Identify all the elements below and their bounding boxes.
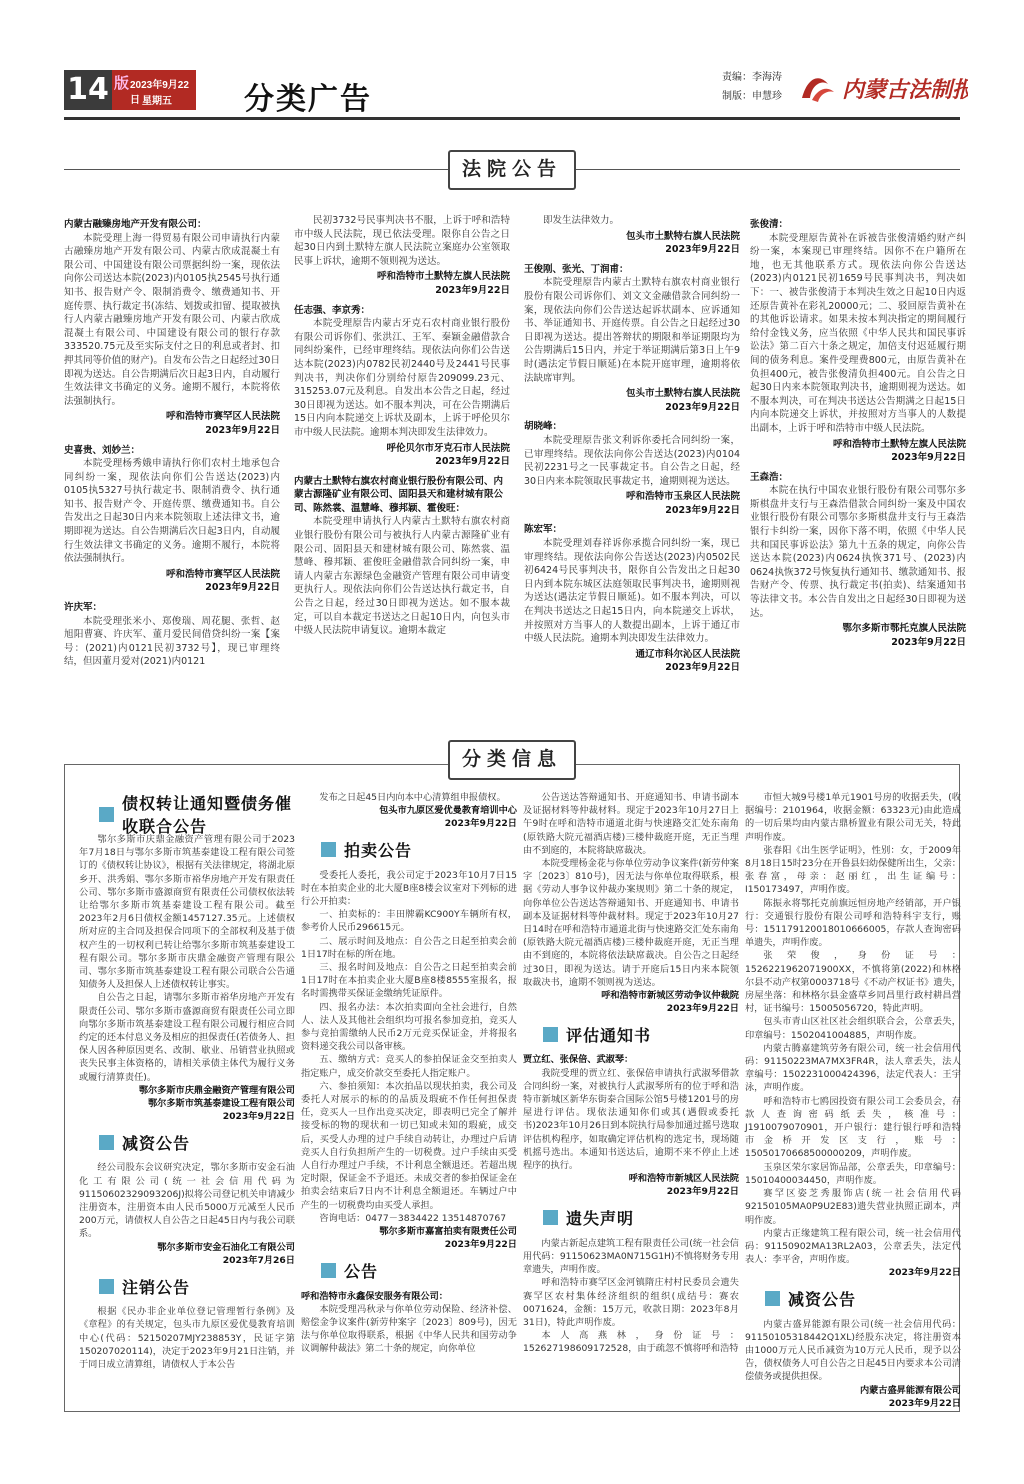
notice-body: 民初3732号民事判决书不服，上诉于呼和浩特市中级人民法院，现已依法受理。限你自公告之日起30日内到土默特左旗人民法院立案庭办公室领取民事上诉状，逾期不领则视为送达。: [294, 215, 510, 267]
section-heading: [543, 1207, 739, 1229]
notice-addressee: 任志强、李京秀：: [294, 304, 371, 316]
notice-date: 2023年9月22日: [665, 244, 740, 256]
notice-signature: 鄂尔多斯市筑基泰建设工程有限公司: [148, 1098, 295, 1110]
notice-signature: 内蒙古盛昇能源有限公司: [859, 1384, 961, 1396]
masthead: [64, 64, 968, 117]
notice-body: 陈振永将鄂托克前旗远恒房地产经销部，开户银行：交通银行股份有限公司呼和浩特科宇支行，账号：151179120018010666005，存款人查询密码单遗失，声明作废。: [745, 897, 961, 949]
notice-body: 赛罕区姿芝秀服饰店(统一社会信用代码92150105MA0P9U2E83)遗失营业执照正副本，声明作废。: [745, 1188, 961, 1226]
court-column-1: [64, 214, 280, 669]
notice-body: 本院受理上海一得贸易有限公司申请执行内蒙古融臻房地产开发有限公司、内蒙古欣成混凝土有限公司、中国建设有限公司票据纠纷一案，现依法向你公司送达本院(2023)内0105执2545号执行通知书、报告财产令、限制消费令、缴费通知书、开庭传票、执行裁定书(冻结、划拨或扣留、提取被执行人内蒙古融臻房地产开发有限公司、内蒙古欣成混凝土有限公司、中国建设有限公司的银行存款333520.75元及至实际支付之日的利息或者封、扣押其同等价值的财产)。自发布公告之日起经过30日即视为送达。自公告期满后次日起3日内，自动履行生效法律文书确定的义务。逾期不履行，本院将依法强制执行。: [64, 232, 280, 407]
notice-date: 2023年9月22日: [666, 1186, 739, 1198]
notice-signature: 鄂尔多斯市鄂托克旗人民法院: [842, 623, 966, 635]
notice-body: 内蒙古正缘建筑工程有限公司，统一社会信用代码：91150902MA13RL2A03，公章丢失，法定代表人：李平舍，声明作废。: [745, 1227, 961, 1266]
notice-date: 2023年9月22日: [205, 424, 280, 436]
notice-date: 2023年9月22日: [665, 504, 740, 516]
notice-body: 受委托人委托，我公司定于2023年10月7日15时在本拍卖企业的北大厦B座8楼会议室对下列标的进行公开拍卖：: [301, 869, 517, 908]
court-notices: [64, 214, 966, 734]
square-bullet-icon: [321, 842, 336, 857]
notice-date: 2023年9月22日: [888, 1397, 961, 1409]
section-heading: [99, 1275, 295, 1297]
notice-signature: 鄂尔多斯市庆鼎金融资产管理有限公司: [138, 1084, 295, 1096]
page-number: 14: [64, 70, 112, 110]
notice-body: 包头市青山区社区社会组织联合会，公章丢失，印章编号：1502041004885，声明作废。: [745, 1016, 961, 1041]
section-heading: [99, 1131, 295, 1153]
info-banner: [64, 740, 960, 780]
square-bullet-icon: [99, 1279, 114, 1294]
masthead-rule: [64, 117, 960, 120]
issue-date: 2023年9月22日: [130, 80, 189, 106]
editor-name: 责编：李海涛: [722, 72, 782, 83]
editor-credits: [722, 68, 782, 106]
heading-text: 注销公告: [122, 1277, 191, 1297]
notice-body: 本院受理申请执行人内蒙古土默特右旗农村商业银行股份有限公司与被执行人内蒙古源隆矿业有限公司、固阳县天和建材城有限公司、陈然裳、温慧峰、穆邦颖、霍俊旺金融借款合同纠纷一案，申请人内蒙古东源绿色金融资产管理有限公司申请变更执行人。现依法向你们公告送达执行裁定书，自公告之日起，经过30日即视为送达。如不服本裁定，可以自本裁定书送达之日起10日内，向包头市中级人民法院申请复议。逾期本裁定: [294, 516, 510, 637]
notice-body: 鄂尔多斯市庆鼎金融资产管理有限公司于2023年7月18日与鄂尔多斯市筑基泰建设工程有限公司签订的《债权转让协议》，根据有关法律规定，将湖北原乡开、洪秀娟、鄂尔多斯市裕华房地产开发有限责任公司、鄂尔多斯市盛源商贸有限责任公司债权依法转让给鄂尔多斯市筑基泰建设工程有限公司。截至2023年2月6日债权金额1457127.35元。上述债权所对应的主合同及担保合同项下的全部权利及基于债权产生的一切权利已转让给鄂尔多斯市筑基泰建设工程有限公司。鄂尔多斯市庆鼎金融资产管理有限公司、鄂尔多斯市筑基泰建设工程有限公司联合公告通知债务人及担保人上述债权转让事实。: [79, 834, 295, 991]
heading-text: 减资公告: [122, 1133, 191, 1153]
notice-body: 二、展示时间及地点：自公告之日起至拍卖会前1日17时在标的所在地。: [301, 935, 517, 960]
notice-body: 市恒大城9号楼1单元1901号房的收据丢失，(收据编号：2101964，收据金额：63323元)由此造成的一切后果均由内蒙古鼎桥置业有限公司无关，特此声明作废。: [745, 792, 961, 843]
notice-addressee: 贾立红、张保倍、武淑琴：: [523, 1054, 634, 1066]
square-bullet-icon: [543, 1210, 558, 1225]
issue-weekday: 星期五: [142, 96, 172, 107]
notice-body: 内蒙古盛昇能源有限公司(统一社会信用代码：91150105318442Q1XL)经股东决定，将注册资本由1000万元人民币减资为10万元人民币，现予以公告，债权债务人可自公告之日起45日内要求本公司清偿债务或提供担保。: [745, 1318, 961, 1383]
court-banner-title: 法院公告: [448, 150, 576, 190]
square-bullet-icon: [321, 1263, 336, 1278]
info-column-4: [745, 791, 961, 1414]
notice-signature: 通辽市科尔沁区人民法院: [635, 648, 740, 660]
ban-char: 版: [114, 74, 130, 92]
notice-signature: 包头市土默特右旗人民法院: [625, 230, 740, 242]
notice-addressee: 张俊清：: [750, 219, 789, 230]
notice-body: 本院受理原告黄补在诉被告张俊清婚约财产纠纷一案，本案现已审理终结。因你不在户籍所在地，也无其他联系方式。现依法向你公告送达(2023)内0121民初1659号民事判决书，判决如下：一、被告张俊清于本判决生效之日起10日内返还原告黄补在彩礼20000元；二、驳回原告黄补在的其他诉讼请求。如果未按本判决指定的期间履行给付金钱义务，应当依照《中华人民共和国民事诉讼法》第二百六十条之规定，加倍支付迟延履行期间的债务利息。案件受理费800元，由原告黄补在负担400元，被告张俊清负担400元。自公告之日起30日内来本院领取判决书，逾期则视为送达。如不服本判决，可在判决书送达公告期满之日起15日内向本院递交上诉状，并按照对方当事人的人数提出副本，上诉于呼和浩特市中级人民法院。: [750, 232, 966, 434]
notice-body: 三、报名时间及地点：自公告之日起至拍卖会前1日17时在本拍卖企业大厦B座8楼8555室报名，报名时需携带买保证金缴纳凭证原件。: [301, 962, 517, 1000]
notice-body: 咨询电话：0477－3834422 13514870767: [319, 1212, 507, 1224]
court-column-2: [294, 214, 510, 638]
notice-body: 本院受理张米小、郑俊瑞、周花腿、张哲、赵旭阳曹赛、许庆军、董月爱民间借贷纠纷一案【案号：(2021)内0121民初3732号】，现已审理终结，但因董月爱对(2021)内0121: [64, 615, 280, 668]
notice-body: 呼和浩特市赛罕区金河镇隋庄村村民委员会遗失赛罕区农村集体经济组织的组织(成结号：赛农0071624，金额：15万元，收款日期：2023年8月31日)，特此声明作废。: [523, 1277, 739, 1328]
notice-signature: 呼伦贝尔市牙克石市人民法院: [386, 442, 510, 454]
notice-body: 呼和浩特市七鸥园投资有限公司工会委员会，存款人查询密码纸丢失，核准号：J1910079070901，开户银行：建行银行呼和浩特市金桥开发区支行，账号：15050170668500000209，声明作废。: [745, 1095, 961, 1160]
notice-signature: 呼和浩特市玉泉区人民法院: [625, 491, 740, 503]
notice-date: 2023年9月22日: [891, 636, 966, 648]
section-heading: [321, 1260, 517, 1282]
notice-date: 2023年9月22日: [888, 1267, 961, 1279]
notice-addressee: 陈宏军：: [524, 524, 563, 536]
square-bullet-icon: [765, 1291, 780, 1306]
notice-date: 2023年7月26日: [222, 1254, 295, 1266]
notice-body: 公告送达答辩通知书、开庭通知书、申请书副本及证据材料等仲裁材料。现定于2023年10月27日上午9时在呼和浩特市通道北街与快速路交汇处东南角(原铁路大院元福酒店楼)三楼仲裁庭开庭，无正当理由不到庭的，本院将缺席裁决。: [523, 792, 739, 856]
notice-body: 六、参拍须知：本次拍品以现状拍卖，我公司及委托人对展示的标的的品质及瑕疵不作任何担保责任，竞买人一旦作出竞买决定，即表明已完全了解并接受标的物的现状和一切已知或未知的瑕疵，成交后，买受人办理的过户手续自动转让，办理过户后请竞买人自行负担所产生的一切税费。过户手续由买受人自行办理过户手续，不计利息全额退还。若超出规定时限，保证金不予退还。未成交者的参拍保证金在拍卖会结束后7日内不计利息全额退还。车辆过户中产生的一切税费均由买受人承担。: [301, 1080, 517, 1211]
notice-date: 2023年9月22日: [205, 582, 280, 594]
notice-signature: 包头市土默特右旗人民法院: [625, 388, 740, 400]
heading-text: 减资公告: [788, 1290, 857, 1310]
edition-badge: [112, 70, 196, 110]
notice-date: 2023年9月22日: [665, 662, 740, 674]
heading-text: 公告: [344, 1262, 379, 1281]
heading-text: 拍卖公告: [344, 841, 413, 861]
notice-body: 经公司股东会议研究决定，鄂尔多斯市安金石油化工有限公司(统一社会信用代码为91150602329093206J)拟将公司登记机关申请减少注册资本，注册资本由人民币5000万元减至人民币200万元，请债权人自公告之日起45日内与我公司联系。: [79, 1162, 295, 1240]
notice-date: 2023年9月22日: [435, 284, 510, 296]
notice-addressee: 呼和浩特市永鑫保安服务有限公司：: [301, 1290, 448, 1302]
classified-info: [64, 764, 960, 1412]
notice-body: 我院受理的贾立红、张保倍申请执行武淑琴借款合同纠纷一案，对被执行人武淑琴所有的位于呼和浩特市新城区新华东街泰合国际公馆5号楼1201号的房屋进行评估。现依法通知你们或其(遇假或委托书)2023年10月26日到本院执行局参加通过摇号选取评估机构程序，如取确定评估机构的选定书，现场随机摇号选出。本通知书送达后，逾期不来不停止上述程序的执行。: [523, 1067, 739, 1172]
notice-body: 本院在执行中国农业银行股份有限公司鄂尔多斯棋盘井支行与王森浩借款合同纠纷一案及中国农业银行股份有限公司鄂尔多斯棋盘井支行与王森浩银行卡纠纷一案，因你下落不明，依照《中华人民共和国民事诉讼法》第九十五条的规定，向你公告送达本院(2023)内0624执恢371号、(2023)内0624执恢372号恢复执行通知书、缴款通知书、报告财产令、传票、执行裁定书(拍卖)、结案通知书等法律文书。本公告自发出之日起经30日即视为送达。: [750, 485, 966, 619]
notice-date: 2023年9月22日: [666, 1003, 739, 1015]
section-heading: [765, 1288, 961, 1310]
notice-body: 发布之日起45日内向本中心清算组申报债权。: [319, 792, 506, 803]
notice-signature: 呼和浩特市新城区劳动争议仲裁院: [601, 990, 739, 1002]
notice-body: 内蒙古腾嘉建筑劳务有限公司，统一社会信用代码：91150223MA7MX3FR4R，法人章丢失，法人章编号：1502231000424396，法定代表人：王宇泳，声明作废。: [745, 1042, 961, 1094]
notice-addressee: 王俊刚、张光、丁润甫：: [524, 263, 629, 275]
notice-date: 2023年9月22日: [444, 1239, 517, 1251]
section-heading: [321, 839, 517, 861]
notice-body: 自公告之日起，请鄂尔多斯市裕华房地产开发有限责任公司、鄂尔多斯市盛源商贸有限责任公司立即向鄂尔多斯市筑基泰建设工程有限公司履行相应合同约定的还本付息义务及相应的担保责任(若债务人、担保人因各种原因更名、改制、歇业、吊销营业执照或丧失民事主体资格的，请相关承债主体代为履行义务或履行清算责任)。: [79, 992, 295, 1083]
heading-text: 评估通知书: [566, 1025, 652, 1045]
info-column-1: [79, 795, 295, 1371]
section-heading: [543, 1023, 739, 1045]
notice-signature: 鄂尔多斯市嘉富拍卖有限责任公司: [379, 1226, 517, 1238]
logo-mark-icon: [798, 70, 968, 106]
notice-signature: 呼和浩特市赛罕区人民法院: [165, 411, 280, 423]
notice-body: 四、报名办法：本次拍卖面向全社会进行，自然人、法人及其他社会组织均可报名参加竞拍，竞买人参与竞拍需缴纳人民币2万元竞买保证金，并将报名资料递交我公司以备审核。: [301, 1001, 517, 1053]
notice-addressee: 史喜贵、刘妙兰：: [64, 444, 141, 456]
notice-body: 本院受理杨金花与你单位劳动争议案件(新劳仲案字〔2023〕810号)，因无法与你单位取得联系，根据《劳动人事争议仲裁办案规则》第二十条的规定，向你单位公告送达答辩通知书、开庭通知书、申请书副本及证据材料等仲裁材料。现定于2023年10月27日14时在呼和浩特市通道北街与快速路交汇处东南角(原铁路大院元福酒店楼)三楼仲裁庭开庭，无正当理由不到庭的，本院将依法缺席裁决。自公告之日起经过30日，即视为送达。请于开庭后15日内来本院领取裁决书，逾期不领则视为送达。: [523, 858, 739, 988]
notice-body: 本院受理原告内蒙古牙克石农村商业银行股份有限公司诉你们、张洪江、王军、秦颖金融借款合同纠纷案件，已经审理终结。现依法向你们公告送达本院(2023)内0782民初2440号及2441号民事判决书，判决你们分别给付原告209099.23元、315253.07元及利息。自发出本公告之日起，经过30日即视为送达。如不服本判决，可在公告期满后15日内向本院递交上诉状及副本，上诉于呼伦贝尔市中级人民法院。逾期本判决即发生法律效力。: [294, 318, 510, 438]
info-column-3: [523, 791, 739, 1356]
notice-body: 一、拍卖标的：丰田牌霸KC900Y车辆所有权，参考价人民币296615元。: [301, 909, 517, 934]
info-banner-title: 分类信息: [448, 740, 576, 780]
notice-body: 张春阳《出生医学证明》，性别：女，于2009年8月18日15时23分在开鲁县妇幼保健所出生，父亲：张春富，母亲：赵丽红，出生证编号：I150173497，声明作废。: [745, 844, 961, 896]
notice-body: 五、缴纳方式：竞买人的参拍保证金交至拍卖人指定账户，成交价款交至委托人指定账户。: [301, 1054, 517, 1079]
notice-addressee: 内蒙古融臻房地产开发有限公司：: [64, 219, 207, 230]
producer-name: 制版：申慧珍: [722, 91, 782, 102]
notice-body: 即发生法律效力。: [543, 215, 620, 226]
notice-body: 本院受理冯秋录与你单位劳动保险、经济补偿、赔偿金争议案件(新劳仲案字〔2023〕809号)，因无法与你单位取得联系，根据《中华人民共和国劳动争议调解仲裁法》第二十条的规定，向你单位: [301, 1303, 517, 1355]
notice-body: 本院受理原告内蒙古土默特右旗农村商业银行股份有限公司诉你们、刘文文金融借款合同纠纷一案，现依法向你们公告送达起诉状副本、应诉通知书、举证通知书、开庭传票。自公告之日起经过30日即视为送达。提出答辩状的期限和举证期限均为公告期满后15日内，并定于举证期满后第3日上午9时(遇法定节假日顺延)在本院开庭审理，逾期将依法缺席审判。: [524, 277, 740, 384]
square-bullet-icon: [543, 1027, 558, 1042]
court-banner: [64, 150, 960, 190]
heading-text: 遗失声明: [566, 1209, 635, 1229]
notice-signature: 包头市九原区爱优曼教育培训中心: [379, 805, 517, 817]
notice-body: 本人高燕林，身份证号：152627198609172528，由于疏忽不慎将呼和浩特: [523, 1330, 739, 1355]
court-column-3: [524, 214, 740, 681]
notice-body: 玉泉区荣尔家居饰品部，公章丢失，印章编号：15010400034450，声明作废。: [745, 1161, 961, 1186]
court-column-4: [750, 214, 966, 655]
notice-signature: 呼和浩特市土默特左旗人民法院: [376, 271, 510, 283]
notice-date: 2023年9月22日: [444, 818, 517, 830]
notice-date: 2023年9月22日: [222, 1111, 295, 1123]
info-column-2: [301, 791, 517, 1356]
notice-signature: 呼和浩特市新城区人民法院: [628, 1173, 739, 1185]
newspaper-logo: [798, 70, 968, 106]
notice-date: 2023年9月22日: [665, 401, 740, 413]
square-bullet-icon: [99, 807, 114, 822]
section-title: 分类广告: [244, 82, 372, 117]
notice-body: 本院受理杨秀娥申请执行你们农村土地承包合同纠纷一案，现依法向你们公告送达(2023)内0105执5327号执行裁定书、限制消费令、执行通知书、报告财产令、开庭传票、缴费通知书。自公告发出之日起30日内来本院领取上述法律文书，逾期即视为送达。自公告期满后次日起3日内，自动履行生效法律文书确定的义务。逾期不履行，本院将依法强制执行。: [64, 458, 280, 565]
notice-date: 2023年9月22日: [435, 456, 510, 468]
notice-addressee: 王森浩：: [750, 471, 789, 483]
notice-body: 根据《民办非企业单位登记管理暂行条例》及《章程》的有关规定，包头市九原区爱优曼教育培训中心(代码：52150207MJY238853Y，民证字第150207020114)，决定于2023年9月21日注销，并于同日成立清算组，请债权人于本公告: [79, 1306, 295, 1370]
notice-addressee: 许庆军：: [64, 602, 103, 614]
logo-text: 内蒙古法制报: [842, 77, 968, 103]
notice-signature: 呼和浩特市赛罕区人民法院: [165, 568, 280, 580]
notice-signature: 鄂尔多斯市安金石油化工有限公司: [157, 1241, 295, 1253]
notice-body: 内蒙古新起点建筑工程有限责任公司(统一社会信用代码：91150623MA0N715G1H)不慎将财务专用章遗失，声明作废。: [523, 1237, 739, 1276]
notice-body: 张荣俊，身份证号：1526221962071900XX，不慎将第(2022)和林格尔县不动产权第0003718号《不动产权证书》遗失，房屋坐落：和林格尔县金盛草乡同昌里行政村耕昌营村，证书编号：15005056720，特此声明。: [745, 950, 961, 1015]
notice-date: 2023年9月22日: [891, 452, 966, 464]
notice-body: 本院受理原告张文利诉你委托合同纠纷一案，已审理终结。现依法向你公告送达(2023)内0104民初2231号之一民事裁定书。自公告之日起，经30日内来本院领取民事裁定书，逾期则视为送达。: [524, 434, 740, 487]
notice-addressee: 胡晓峰：: [524, 421, 563, 433]
heading-text: 债权转让通知暨债务催收联合公告: [122, 794, 293, 836]
notice-body: 本院受理刘春祥诉你承揽合同纠纷一案，现已审理终结。现依法向你公告送达(2023)内0502民初6424号民事判决书，限你自公告发出之日起30日内到本院东城区法庭领取民事判决书，逾期则视为送达(遇法定节假日顺延)。如不服本判决，可以在判决书送达之日起15日内，向本院递交上诉状，并按照对方当事人的人数提出副本，上诉于通辽市中级人民法院。逾期本判决即发生法律效力。: [524, 538, 740, 645]
notice-signature: 呼和浩特市土默特左旗人民法院: [832, 438, 966, 450]
section-heading: [99, 794, 295, 836]
square-bullet-icon: [99, 1135, 114, 1150]
notice-addressee: 内蒙古土默特右旗农村商业银行股份有限公司、内蒙古源隆矿业有限公司、固阳县天和建材城有限公司、陈然裳、温慧峰、穆邦颖、霍俊旺：: [294, 475, 504, 514]
